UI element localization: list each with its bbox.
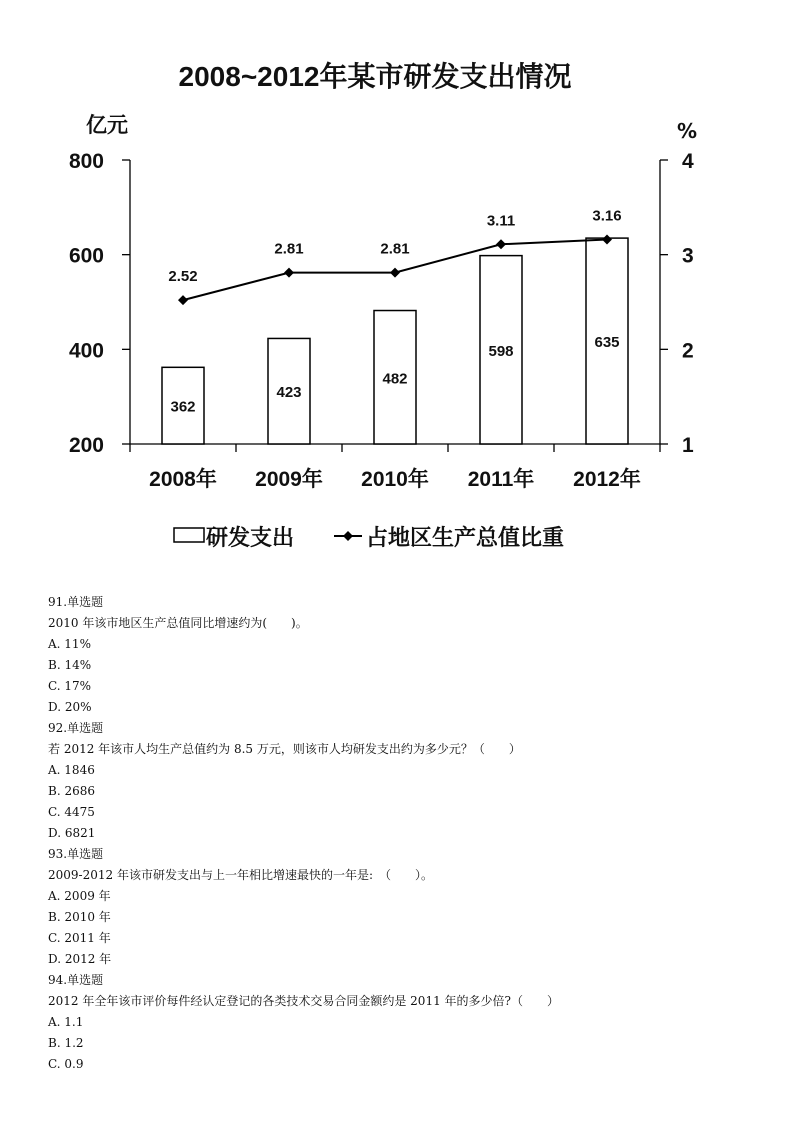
legend-line-marker — [343, 531, 353, 541]
left-tick-label: 400 — [68, 339, 104, 363]
right-tick-label: 1 — [682, 434, 694, 457]
answer-option: B. 14% — [48, 658, 92, 672]
question-header: 94.单选题 — [48, 973, 104, 987]
answer-option: B. 2686 — [48, 784, 95, 798]
answer-option: C. 2011 年 — [48, 931, 111, 945]
x-tick-label: 2008年 — [149, 468, 217, 491]
answer-option: A. 11% — [48, 637, 91, 651]
x-tick-label: 2012年 — [573, 468, 641, 491]
line-value-label: 3.16 — [592, 207, 622, 225]
left-tick-label: 600 — [68, 244, 104, 268]
line-series — [168, 208, 621, 306]
line-point — [284, 268, 294, 278]
line-value-label: 2.81 — [274, 240, 304, 258]
bar-value-label: 423 — [276, 384, 302, 402]
line-point — [496, 239, 506, 249]
answer-option: B. 1.2 — [48, 1036, 84, 1050]
legend — [174, 525, 564, 550]
line-point — [178, 295, 188, 305]
chart-title: 2008~2012年某市研发支出情况 — [178, 61, 572, 92]
bar-value-label: 482 — [382, 370, 408, 388]
answer-option: C. 17% — [48, 679, 92, 693]
x-tick-label: 2009年 — [255, 468, 323, 491]
right-tick-label: 3 — [682, 244, 694, 268]
bar-value-label: 635 — [594, 334, 620, 352]
answer-option: D. 20% — [48, 700, 92, 714]
question-block — [48, 970, 768, 1075]
question-stem: 2012 年全年该市评价每件经认定登记的各类技术交易合同金额约是 2011 年的多少倍?（ ） — [48, 994, 559, 1008]
bar-value-label: 362 — [170, 398, 196, 416]
left-tick-label: 800 — [68, 150, 104, 173]
answer-option: D. 6821 — [48, 826, 96, 840]
legend-bar-swatch — [174, 528, 204, 542]
question-header: 93.单选题 — [48, 847, 104, 861]
right-axis-unit: % — [677, 119, 698, 143]
legend-bar-label: 研发支出 — [206, 525, 295, 550]
answer-option: B. 2010 年 — [48, 910, 111, 924]
question-block — [48, 844, 768, 970]
right-tick-label: 2 — [682, 339, 694, 363]
line-point — [390, 268, 400, 278]
answer-option: A. 1.1 — [48, 1015, 84, 1029]
line-value-label: 2.52 — [168, 268, 198, 286]
x-tick-label: 2010年 — [361, 468, 429, 491]
question-header: 91.单选题 — [48, 595, 104, 609]
line-value-label: 2.81 — [380, 240, 410, 258]
question-stem: 2009-2012 年该市研发支出与上一年相比增速最快的一年是: （ ）。 — [48, 868, 433, 882]
question-block — [48, 592, 768, 718]
question-list — [48, 592, 768, 1075]
answer-option: A. 2009 年 — [48, 889, 111, 903]
question-block — [48, 718, 768, 844]
question-stem: 若 2012 年该市人均生产总值约为 8.5 万元，则该市人均研发支出约为多少元？（ ） — [48, 742, 521, 756]
question-stem: 2010 年该市地区生产总值同比增速约为( )。 — [48, 616, 308, 630]
left-tick-label: 200 — [68, 434, 104, 457]
line-value-label: 3.11 — [486, 212, 516, 230]
question-header: 92.单选题 — [48, 721, 104, 735]
answer-option: C. 4475 — [48, 805, 95, 819]
answer-option: D. 2012 年 — [48, 952, 112, 966]
answer-option: A. 1846 — [48, 763, 95, 777]
right-tick-label: 4 — [682, 150, 694, 173]
legend-line-label: 占地区生产总值比重 — [366, 525, 565, 550]
left-axis-unit: 亿元 — [86, 113, 128, 137]
answer-option: C. 0.9 — [48, 1057, 84, 1071]
x-tick-label: 2011年 — [467, 468, 535, 491]
bar-value-label: 598 — [488, 342, 514, 360]
